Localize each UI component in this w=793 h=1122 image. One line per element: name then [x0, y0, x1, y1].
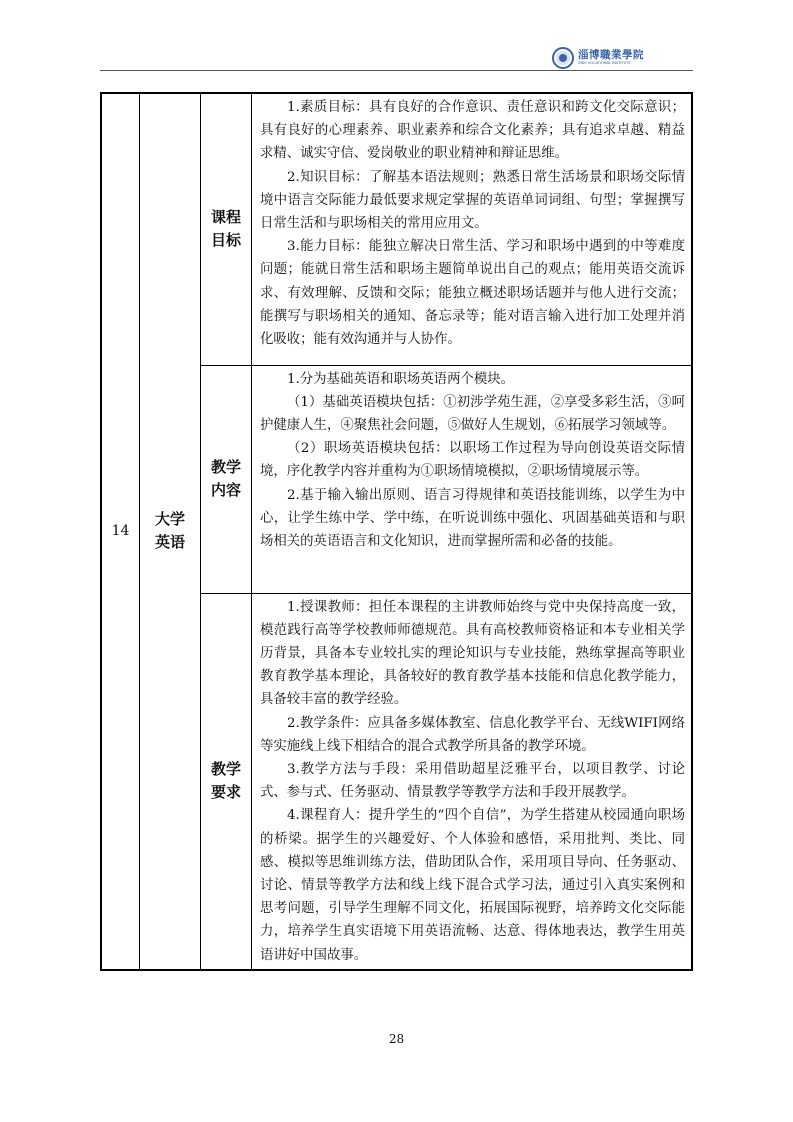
- row-number: 14: [101, 93, 140, 970]
- page-number: 28: [388, 1032, 405, 1046]
- paragraph: 4.课程育人：提升学生的“四个自信”，为学生搭建从校园通向职场的桥梁。据学生的兴趣爱好、个人体验和感悟，采用批判、类比、同感、模拟等思维训练方法，借助团队合作，采用项目导向、任务驱动、讨论、情景等教学方法和线上线下混合式学习法，通过引入真实案例和思考问题，引导学生理解不同文化，拓展国际视野，培养跨文化交际能力，培养学生真实语境下用英语流畅、达意、得体地表达，教学生用英语讲好中国故事。: [260, 808, 685, 963]
- paragraph: 1.分为基础英语和职场英语两个模块。: [287, 371, 515, 387]
- paragraph: （1）基础英语模块包括：①初涉学苑生涯，②享受多彩生活，③呵护健康人生，④聚焦社会问题，⑤做好人生规划，⑥拓展学习领域等。: [260, 394, 685, 433]
- header-rule: [100, 70, 693, 71]
- course-name-line1: 大学: [154, 510, 185, 529]
- paragraph: 2.教学条件：应具备多媒体教室、信息化教学平台、无线WIFI网络等实施线上线下相结合的混合式教学所具备的教学环境。: [260, 715, 685, 754]
- paragraph: 2.基于输入输出原则、语言习得规律和英语技能训练，以学生为中心，让学生练中学、学中练，在听说训练中强化、巩固基础英语和与职场相关的英语语言和文化知识，进而掌握所需和必备的技能。: [260, 487, 685, 549]
- section-body-content: [252, 365, 693, 593]
- paragraph: 2.知识目标：了解基本语法规则；熟悉日常生活场景和职场交际情境中语言交际能力最低要求规定掌握的英语单词词组、句型；掌握撰写日常生活和与职场相关的常用应用文。: [260, 169, 685, 232]
- institution-seal-icon: [552, 47, 574, 69]
- section-title-content: 教学 内容: [201, 365, 252, 593]
- paragraph: 3.教学方法与手段：采用借助超星泛雅平台，以项目教学、讨论式、参与式、任务驱动、情景教学等教学方法和手段开展教学。: [260, 761, 685, 801]
- paragraph: 3.能力目标：能独立解决日常生活、学习和职场中遇到的中等难度问题；能就日常生活和职场主题简单说出自己的观点；能用英语交流诉求、有效理解、反馈和交际；能独立概述职场话题并与他人进行交流；能撰写与职场相关的通知、备忘录等；能对语言输入进行加工处理并消化吸收；能有效沟通并与人协作。: [260, 239, 685, 348]
- course-name-line2: 英语: [154, 533, 185, 552]
- institution-logo: [552, 46, 697, 70]
- course-name: [140, 93, 201, 970]
- paragraph: 1.素质目标：具有良好的合作意识、责任意识和跨文化交际意识；具有良好的心理素养、职业素养和综合文化素养；具有追求卓越、精益求精、诚实守信、爱岗敬业的职业精神和辩证思维。: [260, 100, 685, 162]
- course-table: [100, 92, 693, 971]
- section-body-requirements: [252, 593, 693, 970]
- logo-english-name: ZIBO VOCATIONAL INSTITUTE: [578, 61, 631, 66]
- logo-chinese-name: 淄博職業學院: [578, 48, 644, 61]
- paragraph: 1.授课教师：担任本课程的主讲教师始终与党中央保持高度一致，模范践行高等学校教师师德规范。具有高校教师资格证和本专业相关学历背景，具备本专业较扎实的理论知识与专业技能，熟练掌握高等职业教育教学基本理论，具备较好的教育教学基本技能和信息化教学能力，具备较丰富的教学经验。: [260, 599, 685, 708]
- section-body-objectives: [252, 93, 693, 365]
- section-title-requirements: 教学 要求: [201, 593, 252, 970]
- paragraph: （2）职场英语模块包括：以职场工作过程为导向创设英语交际情境，序化教学内容并重构为①职场情境模拟，②职场情境展示等。: [260, 441, 685, 480]
- section-title-objectives: 课程 目标: [201, 93, 252, 365]
